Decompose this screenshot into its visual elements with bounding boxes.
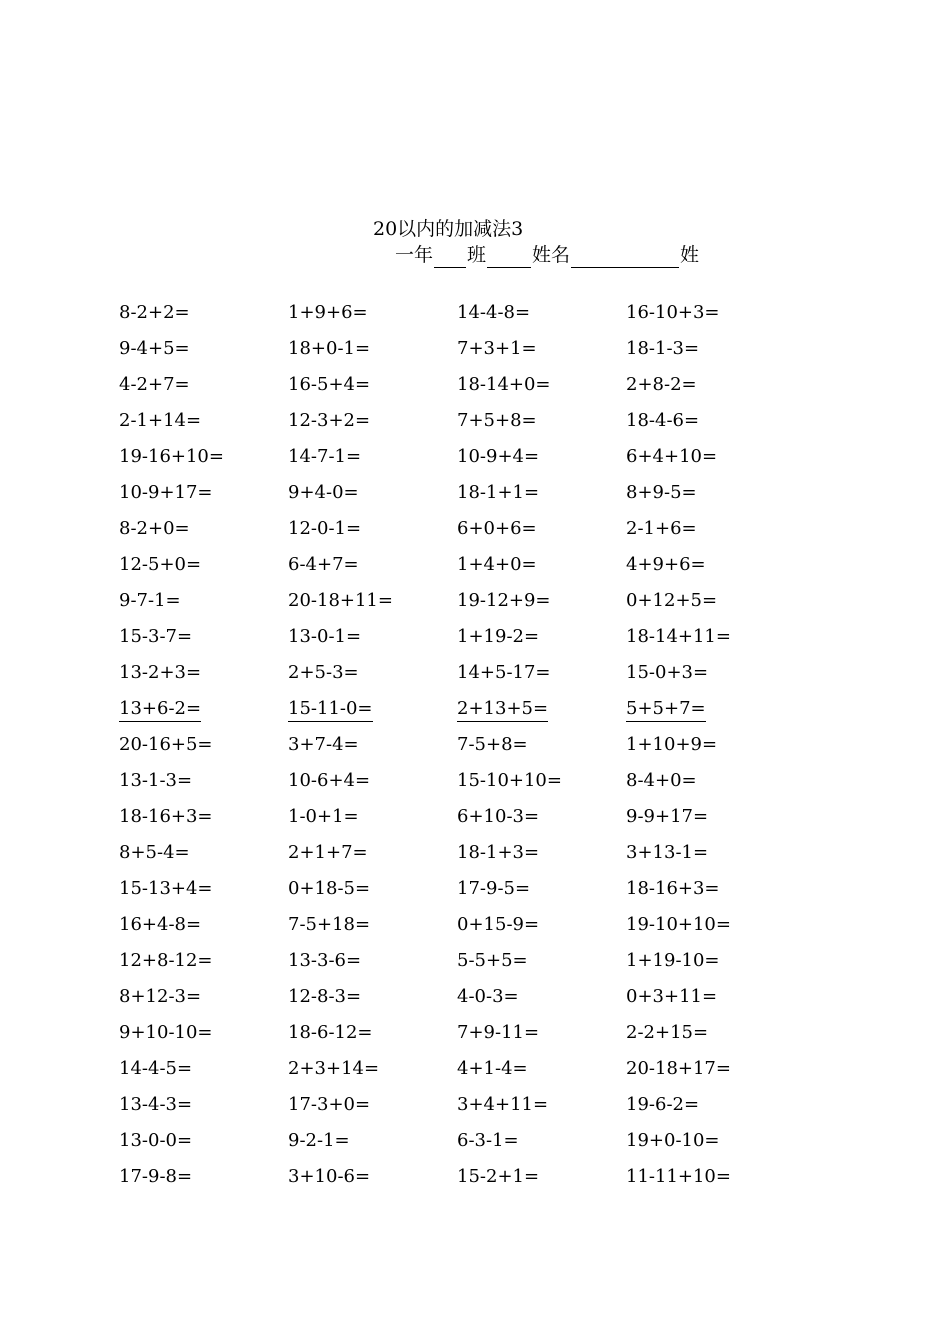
problem-cell [457, 1123, 626, 1159]
problem-text: 7-5+18= [288, 914, 371, 935]
problem-cell [288, 1159, 457, 1195]
problem-text: 2+5-3= [288, 662, 359, 683]
problem-cell [119, 835, 288, 871]
problem-text: 20-16+5= [119, 734, 213, 755]
problem-text: 5-5+5= [457, 950, 528, 971]
problem-text: 6-3-1= [457, 1130, 519, 1151]
problem-cell [288, 691, 457, 727]
problem-cell [626, 295, 795, 331]
problem-cell [288, 331, 457, 367]
problem-text: 14-4-5= [119, 1058, 193, 1079]
problem-cell [457, 583, 626, 619]
problem-text: 19+0-10= [626, 1130, 720, 1151]
problem-text: 0+18-5= [288, 878, 371, 899]
surname-label: 姓 [680, 244, 700, 266]
problem-text: 15-13+4= [119, 878, 213, 899]
student-name-blank[interactable] [571, 245, 679, 268]
problem-text: 0+15-9= [457, 914, 540, 935]
grade-label: 一年 [395, 244, 434, 266]
problem-cell [288, 907, 457, 943]
problem-cell [457, 547, 626, 583]
problem-text: 15-11-0= [288, 698, 373, 722]
problem-text: 0+3+11= [626, 986, 718, 1007]
problem-cell [119, 979, 288, 1015]
problem-cell [457, 619, 626, 655]
problem-text: 18-1+3= [457, 842, 540, 863]
problem-cell [626, 511, 795, 547]
problem-text: 14-7-1= [288, 446, 362, 467]
problem-cell [288, 1051, 457, 1087]
problem-text: 2+13+5= [457, 698, 548, 722]
problem-cell [288, 295, 457, 331]
problem-text: 17-9-8= [119, 1166, 193, 1187]
problem-cell [119, 1159, 288, 1195]
problem-cell [626, 331, 795, 367]
problem-text: 15-2+1= [457, 1166, 540, 1187]
problem-text: 10-9+4= [457, 446, 540, 467]
problem-text: 14+5-17= [457, 662, 551, 683]
problem-cell [626, 1015, 795, 1051]
problem-cell [626, 1087, 795, 1123]
problem-cell [626, 655, 795, 691]
problem-text: 12-5+0= [119, 554, 202, 575]
problem-text: 18-4-6= [626, 410, 700, 431]
problem-text: 18-14+0= [457, 374, 551, 395]
problem-cell [457, 439, 626, 475]
problem-cell [119, 799, 288, 835]
problem-text: 18-16+3= [626, 878, 720, 899]
student-info-line [395, 242, 699, 268]
problem-cell [288, 511, 457, 547]
problem-text: 10-9+17= [119, 482, 213, 503]
problem-text: 7+3+1= [457, 338, 537, 359]
problem-cell [119, 475, 288, 511]
problem-cell [626, 1123, 795, 1159]
problem-text: 8+9-5= [626, 482, 697, 503]
problem-cell [626, 763, 795, 799]
problem-text: 9-4+5= [119, 338, 190, 359]
problem-text: 1+9+6= [288, 302, 368, 323]
problem-text: 3+4+11= [457, 1094, 549, 1115]
problem-text: 4+9+6= [626, 554, 706, 575]
problem-cell [119, 1123, 288, 1159]
problem-cell [457, 727, 626, 763]
problem-cell [626, 871, 795, 907]
problem-cell [119, 1015, 288, 1051]
problem-cell [119, 295, 288, 331]
problem-text: 11-11+10= [626, 1166, 731, 1187]
problem-cell [288, 979, 457, 1015]
problem-cell [457, 655, 626, 691]
problem-text: 7+9-11= [457, 1022, 540, 1043]
problem-cell [288, 763, 457, 799]
problem-cell [626, 1159, 795, 1195]
problem-cell [457, 1051, 626, 1087]
problem-cell [457, 1087, 626, 1123]
problem-cell [119, 691, 288, 727]
problem-cell [457, 691, 626, 727]
problem-text: 8-2+0= [119, 518, 190, 539]
problem-cell [119, 403, 288, 439]
problem-cell [288, 1087, 457, 1123]
problem-text: 16-5+4= [288, 374, 371, 395]
problem-text: 8+12-3= [119, 986, 202, 1007]
problem-text: 19-6-2= [626, 1094, 700, 1115]
problem-text: 8-4+0= [626, 770, 697, 791]
problem-cell [119, 619, 288, 655]
problem-text: 0+12+5= [626, 590, 718, 611]
problem-text: 12-8-3= [288, 986, 362, 1007]
problem-text: 9-7-1= [119, 590, 181, 611]
problem-cell [457, 979, 626, 1015]
problem-text: 20-18+11= [288, 590, 393, 611]
problem-text: 2-2+15= [626, 1022, 709, 1043]
problem-cell [626, 583, 795, 619]
problem-text: 13-0-0= [119, 1130, 193, 1151]
problem-text: 10-6+4= [288, 770, 371, 791]
problem-text: 15-10+10= [457, 770, 562, 791]
class-number-blank[interactable] [434, 245, 466, 268]
problem-text: 9+10-10= [119, 1022, 213, 1043]
problem-cell [457, 475, 626, 511]
problem-cell [288, 367, 457, 403]
problem-cell [457, 907, 626, 943]
problem-text: 1+19-10= [626, 950, 720, 971]
problem-text: 13-1-3= [119, 770, 193, 791]
problem-text: 7-5+8= [457, 734, 528, 755]
problem-text: 4-0-3= [457, 986, 519, 1007]
problem-cell [119, 763, 288, 799]
problem-cell [626, 367, 795, 403]
problem-text: 2+1+7= [288, 842, 368, 863]
problem-cell [119, 1087, 288, 1123]
problem-cell [457, 331, 626, 367]
problem-cell [119, 943, 288, 979]
problem-cell [457, 763, 626, 799]
problem-cell [457, 367, 626, 403]
problem-cell [288, 1015, 457, 1051]
problem-text: 6+10-3= [457, 806, 540, 827]
problem-text: 4+1-4= [457, 1058, 528, 1079]
problem-text: 17-9-5= [457, 878, 531, 899]
problem-cell [457, 1015, 626, 1051]
problem-cell [626, 979, 795, 1015]
problem-text: 1+10+9= [626, 734, 718, 755]
problem-cell [288, 799, 457, 835]
problem-cell [457, 511, 626, 547]
problem-text: 9-9+17= [626, 806, 709, 827]
problem-text: 3+10-6= [288, 1166, 371, 1187]
problem-cell [626, 475, 795, 511]
problem-text: 9+4-0= [288, 482, 359, 503]
problem-text: 4-2+7= [119, 374, 190, 395]
class-label: 班 [467, 244, 487, 266]
problem-text: 6-4+7= [288, 554, 359, 575]
problem-text: 16-10+3= [626, 302, 720, 323]
problem-text: 8+5-4= [119, 842, 190, 863]
problem-cell [288, 403, 457, 439]
problem-text: 18-1+1= [457, 482, 540, 503]
problem-cell [119, 1051, 288, 1087]
problem-cell [457, 943, 626, 979]
problem-cell [288, 655, 457, 691]
problem-cell [626, 691, 795, 727]
problem-text: 19-10+10= [626, 914, 731, 935]
problem-text: 20-18+17= [626, 1058, 731, 1079]
problem-text: 13-0-1= [288, 626, 362, 647]
problem-text: 1-0+1= [288, 806, 359, 827]
problem-cell [457, 1159, 626, 1195]
problem-text: 18-1-3= [626, 338, 700, 359]
problem-text: 3+13-1= [626, 842, 709, 863]
problem-text: 18-6-12= [288, 1022, 373, 1043]
problem-text: 7+5+8= [457, 410, 537, 431]
problem-text: 15-0+3= [626, 662, 709, 683]
problem-text: 5+5+7= [626, 698, 706, 722]
problem-text: 12+8-12= [119, 950, 213, 971]
problem-cell [626, 907, 795, 943]
problem-cell [288, 439, 457, 475]
problem-text: 9-2-1= [288, 1130, 350, 1151]
problem-cell [119, 727, 288, 763]
problem-text: 12-0-1= [288, 518, 362, 539]
problem-text: 18-16+3= [119, 806, 213, 827]
problem-text: 19-12+9= [457, 590, 551, 611]
problem-text: 14-4-8= [457, 302, 531, 323]
problem-text: 18+0-1= [288, 338, 371, 359]
problem-cell [626, 727, 795, 763]
problem-cell [457, 403, 626, 439]
problem-cell [119, 547, 288, 583]
problem-cell [119, 583, 288, 619]
problem-cell [288, 1123, 457, 1159]
problem-cell [119, 367, 288, 403]
problem-cell [457, 871, 626, 907]
problem-text: 1+4+0= [457, 554, 537, 575]
problem-cell [626, 1051, 795, 1087]
problem-text: 17-3+0= [288, 1094, 371, 1115]
class-name-blank[interactable] [487, 245, 531, 268]
problem-cell [288, 943, 457, 979]
problem-cell [119, 331, 288, 367]
problem-text: 2-1+14= [119, 410, 202, 431]
problem-cell [457, 295, 626, 331]
problem-cell [626, 943, 795, 979]
problem-cell [119, 907, 288, 943]
problem-text: 8-2+2= [119, 302, 190, 323]
problem-cell [288, 547, 457, 583]
problem-text: 13+6-2= [119, 698, 201, 722]
problem-text: 6+4+10= [626, 446, 718, 467]
problem-cell [457, 799, 626, 835]
problem-cell [626, 547, 795, 583]
problem-text: 2-1+6= [626, 518, 697, 539]
problem-cell [457, 835, 626, 871]
problem-text: 13-2+3= [119, 662, 202, 683]
problem-cell [288, 583, 457, 619]
problem-cell [288, 619, 457, 655]
problem-cell [626, 439, 795, 475]
problem-cell [626, 619, 795, 655]
problem-text: 13-3-6= [288, 950, 362, 971]
problem-grid [119, 295, 795, 1195]
problem-cell [288, 871, 457, 907]
problem-cell [288, 835, 457, 871]
problem-text: 3+7-4= [288, 734, 359, 755]
problem-cell [288, 475, 457, 511]
problem-cell [119, 511, 288, 547]
problem-text: 2+8-2= [626, 374, 697, 395]
problem-cell [119, 871, 288, 907]
problem-cell [119, 439, 288, 475]
problem-cell [626, 835, 795, 871]
problem-text: 2+3+14= [288, 1058, 380, 1079]
problem-cell [626, 799, 795, 835]
problem-cell [119, 655, 288, 691]
problem-text: 1+19-2= [457, 626, 540, 647]
problem-text: 13-4-3= [119, 1094, 193, 1115]
name-label: 姓名 [532, 244, 571, 266]
problem-cell [626, 403, 795, 439]
problem-text: 6+0+6= [457, 518, 537, 539]
problem-text: 16+4-8= [119, 914, 202, 935]
worksheet-title: 20以内的加减法3 [373, 218, 524, 240]
problem-text: 19-16+10= [119, 446, 224, 467]
problem-text: 15-3-7= [119, 626, 193, 647]
problem-text: 18-14+11= [626, 626, 731, 647]
problem-text: 12-3+2= [288, 410, 371, 431]
problem-cell [288, 727, 457, 763]
